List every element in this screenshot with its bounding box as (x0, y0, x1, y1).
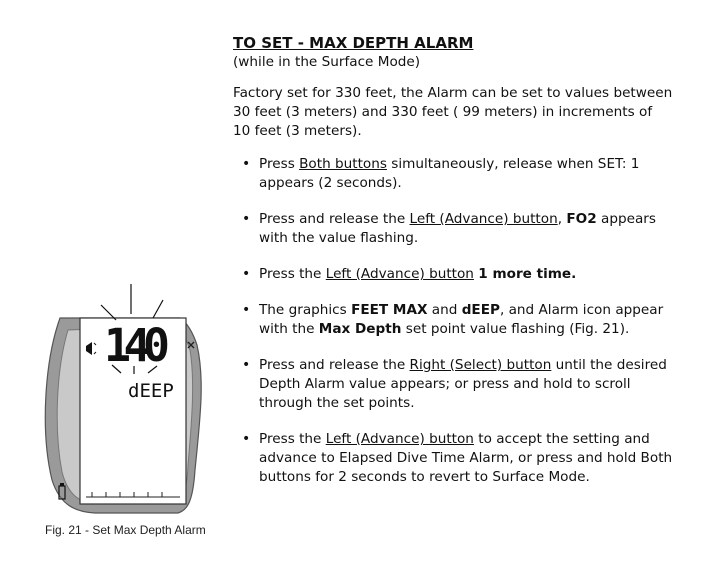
step-1: • Press Both buttons simultaneously, release when SET: 1 appears (2 seconds). (242, 156, 640, 191)
step-2: • Press and release the Left (Advance) button, FO2 appears with the value flashing. (242, 211, 656, 246)
section-title: TO SET - MAX DEPTH ALARM (233, 34, 474, 52)
depth-value: 140 (104, 319, 170, 372)
steps-list (233, 155, 673, 487)
step-6: • Press the Left (Advance) button to accept the setting and advance to Elapsed Dive Time Alarm, or press and hold Both buttons for 2 seconds to revert to Surface Mode. (242, 431, 673, 485)
step-5: • Press and release the Right (Select) button until the desired Depth Alarm value appears; or press and hold to scroll through the set points. (242, 357, 667, 411)
bullet: • (242, 211, 251, 227)
bullet: • (242, 266, 251, 282)
bullet: • (242, 156, 251, 172)
step-3: • Press the Left (Advance) button 1 more time. (242, 266, 577, 282)
bullet: • (242, 431, 251, 447)
section-subtitle: (while in the Surface Mode) (233, 54, 421, 70)
instructions (233, 33, 673, 504)
figure-caption: Fig. 21 - Set Max Depth Alarm (45, 523, 206, 537)
step-4: • The graphics FEET MAX and dEEP, and Alarm icon appear with the Max Depth set point value flashing (Fig. 21). (242, 302, 664, 337)
intro-paragraph: Factory set for 330 feet, the Alarm can be set to values between 30 feet (3 meters) and 330 feet ( 99 meters) in increments of 10 feet (3 meters). (233, 85, 673, 139)
dive-computer-figure (0, 0, 230, 520)
bullet: • (242, 357, 251, 373)
depth-label: dEEP (128, 380, 174, 402)
bullet: • (242, 302, 251, 318)
